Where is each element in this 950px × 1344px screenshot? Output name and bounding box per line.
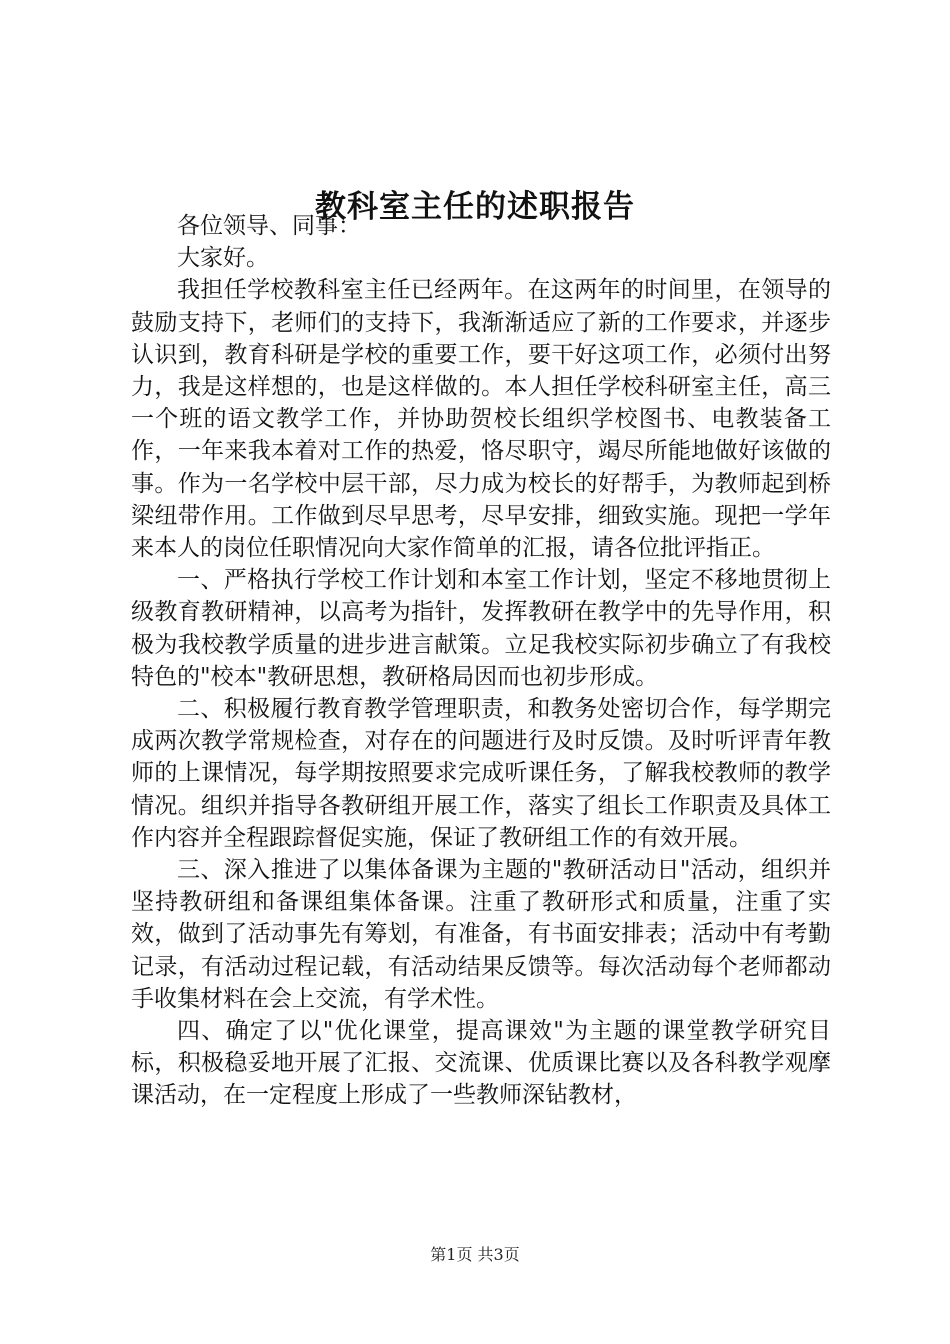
paragraph-section-4: 四、确定了以"优化课堂，提高课效"为主题的课堂教学研究目标，积极稳妥地开展了汇报、交流课、优质课比赛以及各科教学观摩课活动，在一定程度上形成了一些教师深钻教材，: [131, 1018, 831, 1109]
paragraph-section-1: 一、严格执行学校工作计划和本室工作计划，坚定不移地贯彻上级教育教研精神，以高考为指针，发挥教研在教学中的先导作用，积极为我校教学质量的进步进言献策。立足我校实际初步确立了有我校特色的"校本"教研思想，教研格局因而也初步形成。: [131, 567, 831, 690]
page-footer: 第1页 共3页: [430, 1245, 520, 1264]
paragraph-section-2: 二、积极履行教育教学管理职责，和教务处密切合作，每学期完成两次教学常规检查，对存在的问题进行及时反馈。及时听评青年教师的上课情况，每学期按照要求完成听课任务，了解我校教师的教学情况。组织并指导各教研组开展工作，落实了组长工作职责及具体工作内容并全程跟踪督促实施，保证了教研组工作的有效开展。: [131, 696, 831, 851]
document-title: 教科室主任的述职报告: [315, 189, 635, 225]
paragraph-section-3: 三、深入推进了以集体备课为主题的"教研活动日"活动，组织并坚持教研组和备课组集体备课。注重了教研形式和质量，注重了实效，做到了活动事先有筹划，有准备，有书面安排表；活动中有考勤记录，有活动过程记载，有活动结果反馈等。每次活动每个老师都动手收集材料在会上交流，有学术性。: [131, 857, 831, 1012]
paragraph-intro: 我担任学校教科室主任已经两年。在这两年的时间里，在领导的鼓励支持下，老师们的支持下，我渐渐适应了新的工作要求，并逐步认识到，教育科研是学校的重要工作，要干好这项工作，必须付出努力，我是这样想的，也是这样做的。本人担任学校科研室主任，高三一个班的语文教学工作，并协助贺校长组织学校图书、电教装备工作，一年来我本着对工作的热爱，恪尽职守，竭尽所能地做好该做的事。作为一名学校中层干部，尽力成为校长的好帮手，为教师起到桥梁纽带作用。工作做到尽早思考，尽早安排，细致实施。现把一学年来本人的岗位任职情况向大家作简单的汇报，请各位批评指正。: [131, 277, 831, 562]
greeting: 大家好。: [177, 245, 269, 272]
document-body: [131, 210, 831, 1112]
salutation: 各位领导、同事：: [177, 213, 361, 239]
